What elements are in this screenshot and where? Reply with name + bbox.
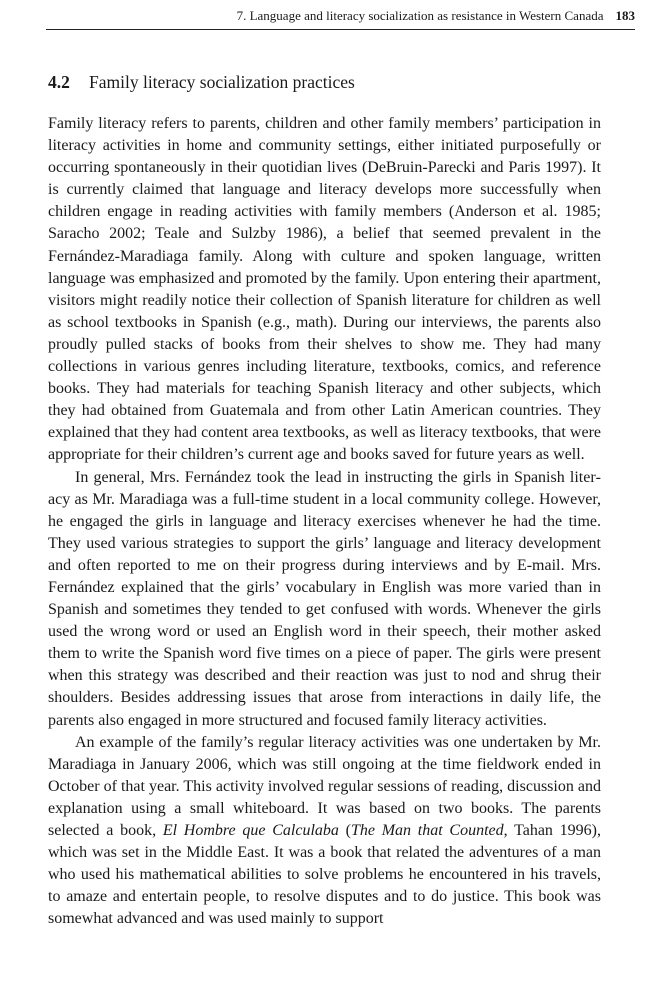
paragraph-3 [48,732,601,931]
paragraph-2: In general, Mrs. Fernández took the lead in instructing the girls in Spanish literacy as Mr. Maradiaga was a full-time student in a local community college. However, he engaged the girls in language and literacy exercises whenever he had the time. They used various strategies to support the girls’ language and literacy development and often reported to me on their progress during interviews and by E-mail. Mrs. Fernández explained that the girls’ vocabulary in English was more varied than in Spanish and sometimes they tended to get confused with words. Whenever the girls used the wrong word or used an English word in their speech, their mother asked them to write the Spanish word five times on a piece of paper. The girls were present when this strategy was described and their reaction was just to nod and shrug their shoulders. Besides addressing issues that arose from interactions in daily life, the parents also engaged in more structured and focused family literacy activities. [48,468,601,729]
running-head [46,6,635,30]
section-title: Family literacy socialization practices [89,72,355,92]
paragraph-3-paren: ( [338,822,351,839]
section-heading [48,70,355,94]
paragraph-3-text-b: , Tahan 1996), which was set in the Middle East. It was a book that related the adventures of a man who used his mathematical abilities to solve problems he encountered in his travels, to amaze and entertain people, to resolve disputes and to do justice. This book was somewhat advanced and was used mainly to support [48,822,602,928]
paragraph-3-text-a: An example of the family’s regular literacy activities was one undertaken by Mr. Maradiaga in January 2006, which was still ongoing at the time fieldwork ended in October of that year. This activity involved regular sessions of reading, discussion and explanation using a small whiteboard. It was based on two books. The parents selected a book, [48,733,601,839]
section-number: 4.2 [48,72,70,92]
book-title-translation: The Man that Counted [350,822,504,839]
paragraph-1: Family literacy refers to parents, children and other family members’ participation in literacy activities in home and community settings, either initiated purposefully or occurring spontaneously in their quotidian lives (DeBruin-Parecki and Paris 1997). It is currently claimed that language and literacy develops more successfully when children engage in reading activities with family members (Anderson et al. 1985; Saracho 2002; Teale and Sulzby 1986), a belief that seemed prevalent in the Fernández-Maradiaga family. Along with culture and spoken language, written language was emphasized and promoted by the family. Upon entering their apartment, visitors might readily notice their collection of Spanish literature for children as well as school textbooks in Spanish (e.g., math). During our interviews, the parents also proudly pulled stacks of books from their shelves to show me. They had many collections in various genres including literature, textbooks, comics, and reference books. They had materials for teaching Spanish literacy and other subjects, which they had obtained from Guatemala and from other Latin American countries. They explained that they had content area textbooks, as well as literacy textbooks, that were appropriate for their children’s current age and books saved for future years as well. [48,115,601,464]
page-number: 183 [615,8,635,23]
running-title: 7. Language and literacy socialization as resistance in Western Canada [236,8,604,23]
body-text [48,113,601,930]
book-title: El Hombre que Calculaba [162,822,339,839]
